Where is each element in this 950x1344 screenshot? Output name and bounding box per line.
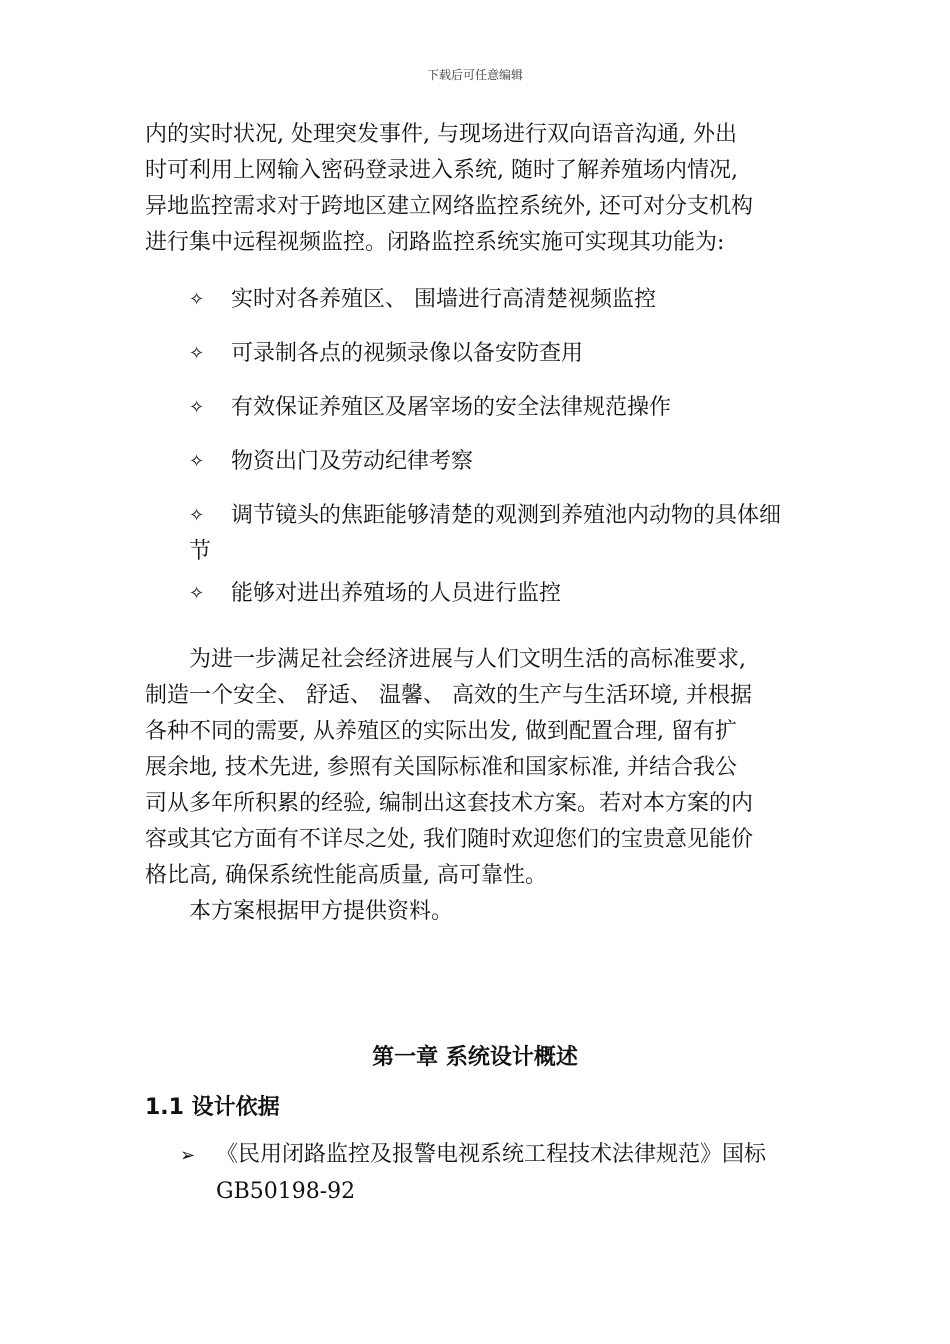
feature-text: 能够对进出养殖场的人员进行监控 (231, 581, 562, 606)
reference-item (180, 1137, 805, 1210)
body-line: 容或其它方面有不详尽之处, 我们随时欢迎您们的宝贵意见能价 (145, 827, 753, 852)
body-line: 格比高, 确保系统性能高质量, 高可靠性。 (145, 863, 547, 888)
body-line: 展余地, 技术先进, 参照有关国际标准和国家标准, 并结合我公 (145, 755, 737, 780)
feature-text-continued: 节 (189, 539, 212, 564)
diamond-bullet-icon: ✧ (189, 289, 205, 310)
feature-text: 有效保证养殖区及屠宰场的安全法律规范操作 (231, 395, 672, 420)
body-line: 司从多年所积累的经验, 编制出这套技术方案。若对本方案的内 (145, 791, 753, 816)
page-header-note: 下载后可任意编辑 (426, 68, 523, 82)
feature-item (145, 576, 805, 612)
feature-item (145, 390, 805, 426)
body-paragraph (145, 642, 805, 930)
feature-item (145, 498, 805, 570)
body-line: 各种不同的需要, 从养殖区的实际出发, 做到配置合理, 留有扩 (145, 719, 737, 744)
arrow-bullet-icon: ➢ (180, 1145, 196, 1166)
section-title: 1.1 设计依据 (145, 1095, 280, 1120)
diamond-bullet-icon: ✧ (189, 397, 205, 418)
intro-line: 异地监控需求对于跨地区建立网络监控系统外, 还可对分支机构 (145, 194, 753, 219)
closing-line: 本方案根据甲方提供资料。 (189, 899, 454, 924)
feature-list (145, 282, 805, 630)
intro-line: 时可利用上网输入密码登录进入系统, 随时了解养殖场内情况, (145, 158, 738, 183)
diamond-bullet-icon: ✧ (189, 583, 205, 604)
diamond-bullet-icon: ✧ (189, 451, 205, 472)
body-line: 制造一个安全、 舒适、 温馨、 高效的生产与生活环境, 并根据 (145, 683, 752, 708)
reference-code: GB50198-92 (216, 1179, 356, 1204)
feature-text: 实时对各养殖区、 围墙进行高清楚视频监控 (231, 287, 656, 312)
feature-item (145, 282, 805, 318)
feature-item (145, 336, 805, 372)
feature-text: 调节镜头的焦距能够清楚的观测到养殖池内动物的具体细 (231, 503, 782, 528)
feature-text: 可录制各点的视频录像以备安防查用 (231, 341, 584, 366)
intro-line: 进行集中远程视频监控。闭路监控系统实施可实现其功能为: (145, 230, 725, 255)
intro-line: 内的实时状况, 处理突发事件, 与现场进行双向语音沟通, 外出 (145, 122, 737, 147)
diamond-bullet-icon: ✧ (189, 505, 205, 526)
diamond-bullet-icon: ✧ (189, 343, 205, 364)
feature-item (145, 444, 805, 480)
intro-paragraph (145, 117, 805, 261)
chapter-title: 第一章 系统设计概述 (372, 1045, 578, 1070)
feature-text: 物资出门及劳动纪律考察 (231, 449, 474, 474)
reference-line: 《民用闭路监控及报警电视系统工程技术法律规范》国标 (216, 1142, 767, 1167)
body-line: 为进一步满足社会经济进展与人们文明生活的高标准要求, (189, 647, 746, 672)
